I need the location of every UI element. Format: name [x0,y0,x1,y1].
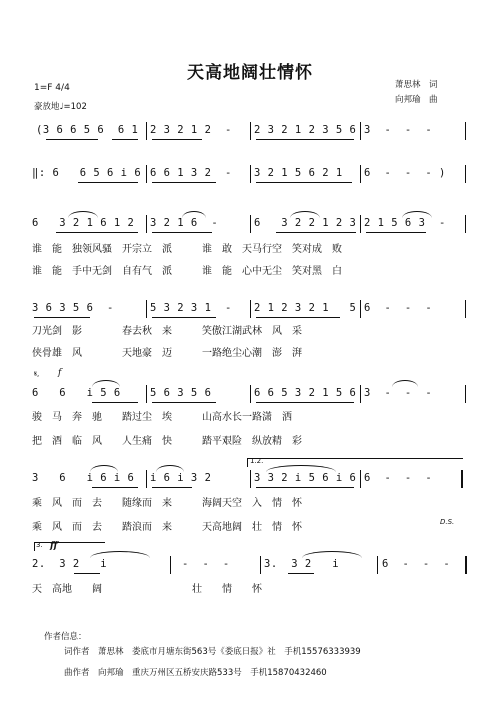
underline [152,487,192,488]
lyric-line: 乘 风 而 去 随缘而 来 海阔天空 入 情 怀 [32,498,302,509]
barline [360,470,361,488]
measure: 5 3 2 3 1 - [150,302,232,314]
underline [276,232,356,233]
lyricist-credit: 萧思林 词 [395,80,438,90]
measure: 5 6 3 5 6 [150,387,212,399]
measure: i 6 i 3 2 [150,472,212,484]
barline [170,556,171,574]
barline [146,385,147,403]
underline [92,487,138,488]
composer-contact: 曲作者 向邦瑜 重庆万州区五桥安庆路533号 手机15870432460 [64,668,327,678]
underline [46,139,98,140]
barline [465,165,466,183]
measure: 2 1 2 3 2 1 5 [254,302,357,314]
slur [156,465,184,472]
underline [288,573,314,574]
measure: (3 6 6 5 6 6 1 [36,124,139,136]
dynamic-fortissimo: ff [50,541,58,551]
barline [360,300,361,318]
measure: 6 - - - [364,472,433,484]
slur [266,465,336,472]
measure: 3 - - - [364,124,433,136]
measure: 2 3 2 1 2 3 5 6 [254,124,357,136]
underline [92,402,138,403]
measure: 3 2 1 6 - [150,217,219,229]
barline [250,470,251,488]
measure: 2 3 2 1 2 - [150,124,232,136]
barline [146,470,147,488]
barline [250,300,251,318]
slur [302,551,362,558]
lyric-line: 谁 能 独领风骚 开宗立 派 谁 敢 天马行空 笑对成 败 [32,244,342,255]
lyric-line: 乘 风 而 去 踏浪而 来 天高地阔 壮 情 怀 [32,522,302,533]
dynamic-forte: f [58,368,62,378]
measure: 3 6 i 6 i 6 [32,472,135,484]
barline [360,215,361,233]
underline [56,232,138,233]
measure: 3 3 2 i 5 6 i 6 [254,472,357,484]
underline [256,317,340,318]
underline [78,182,138,183]
slur [90,465,118,472]
measure: 6 6 1 3 2 - [150,167,232,179]
measure: 2. 3 2 i [32,558,108,570]
barline [250,122,251,140]
lyric-line: 刀光剑 影 春去秋 来 笑傲江湖武林 风 采 [32,326,302,337]
underline [366,232,426,233]
barline [360,385,361,403]
volta-label: 3. [36,541,43,549]
measure: 6 3 2 2 1 2 3 [254,217,357,229]
underline [256,139,354,140]
credits [395,78,438,108]
song-title: 天高地阔壮情怀 [187,63,313,83]
barline [146,300,147,318]
barline [360,165,361,183]
barline [250,215,251,233]
lyric-line: 天 高地 阔 壮 情 怀 [32,584,262,595]
measure: 6 - - - [364,302,433,314]
measure: 3. 3 2 i [264,558,340,570]
lyric-line: 侠骨雄 风 天地豪 迈 一路绝尘心潮 澎 湃 [32,348,302,359]
barline [377,556,378,574]
barline [465,215,466,233]
underline [34,317,90,318]
lyric-line: 把 酒 临 风 人生痛 快 踏平艰险 纵放精 彩 [32,436,302,447]
underline [152,182,216,183]
slur [392,380,418,387]
measure: 3 2 1 5 6 2 1 [254,167,343,179]
measure: 6 - - - [382,558,451,570]
measure: 6 6 i 5 6 [32,387,121,399]
measure: 3 - - - [364,387,433,399]
lyricist-contact: 词作者 萧思林 娄底市月塘东街563号《娄底日报》社 手机15576333939 [64,647,361,657]
measure: ‖: 6 6 5 6 i 6 [32,167,142,179]
barline [146,165,147,183]
slur [92,380,120,387]
tempo-marking: 豪放地♩=102 [34,102,87,112]
barline [250,385,251,403]
barline [146,215,147,233]
lyric-line: 骏 马 奔 驰 踏过尘 埃 山高水长一路潇 洒 [32,412,292,423]
system-1 [32,122,467,152]
barline [250,165,251,183]
volta-label: 1.2. [250,457,264,465]
key-signature: 1=F 4/4 [34,83,70,93]
segno-mark: 𝄋, [34,370,40,378]
underline [256,402,354,403]
system-2 [32,165,467,195]
volta-bracket-3 [34,542,105,551]
composer-credit: 向邦瑜 曲 [395,95,438,105]
underline [152,317,216,318]
underline [256,182,352,183]
measure: 3 6 3 5 6 - [32,302,114,314]
underline [152,402,216,403]
underline [152,139,202,140]
ds-mark: D.S. [440,518,455,526]
final-barline [465,556,467,574]
barline [360,122,361,140]
underline [256,487,354,488]
slur [90,551,150,558]
lyric-line: 谁 能 手中无剑 自有气 派 谁 能 心中无尘 笑对黑 白 [32,266,342,277]
underline [112,139,138,140]
repeat-barline [461,470,463,488]
measure: 6 6 5 3 2 1 5 6 [254,387,357,399]
barline [465,122,466,140]
barline [465,300,466,318]
measure: 2 1 5 6 3 - [364,217,446,229]
author-info-heading: 作者信息： [44,632,87,642]
measure: 6 3 2 1 6 1 2 [32,217,135,229]
barline [146,122,147,140]
barline [465,385,466,403]
measure: - - - [182,558,230,570]
underline [74,573,100,574]
measure: 6 - - - ) [364,167,446,179]
underline [152,232,212,233]
barline [260,556,261,574]
